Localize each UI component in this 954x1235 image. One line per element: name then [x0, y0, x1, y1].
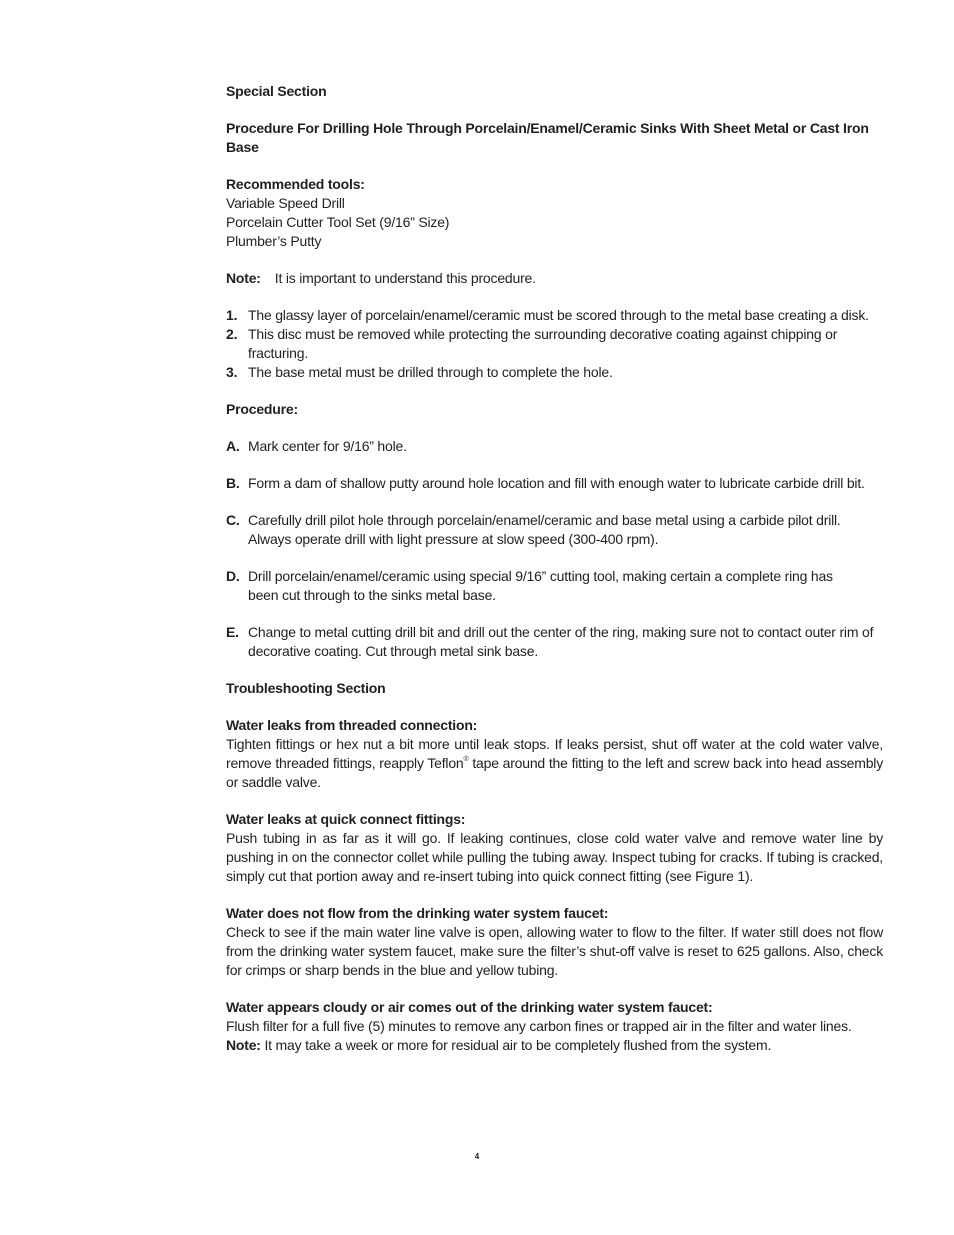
tools-heading: Recommended tools: — [226, 176, 365, 192]
special-section-title: Special Section — [226, 83, 327, 99]
item-number: 3. — [226, 364, 238, 380]
threaded-text-part: tape around the fitting to the left and screw back into head assembly or saddle valve. — [226, 755, 883, 790]
list-item — [226, 363, 883, 382]
procedure-title: Procedure For Drilling Hole Through Porcelain/Enamel/Ceramic Sinks With Sheet Metal or Cast Iron Base — [226, 120, 869, 155]
step-letter: D. — [226, 568, 240, 584]
item-text: The glassy layer of porcelain/enamel/ceramic must be scored through to the metal base creating a disk. — [248, 307, 869, 323]
cloudy-note — [226, 1036, 883, 1055]
threaded-text — [226, 735, 883, 792]
procedure-steps — [226, 437, 883, 661]
page-number: 4 — [474, 1152, 480, 1161]
procedure-heading: Procedure: — [226, 401, 298, 417]
list-item — [226, 306, 883, 325]
step-letter: B. — [226, 475, 240, 491]
item-text: This disc must be removed while protecting the surrounding decorative coating against chipping or fracturing. — [248, 326, 838, 361]
noflow-text: Check to see if the main water line valve is open, allowing water to flow to the filter. If water still does not flow from the drinking water system faucet, make sure the filter’s shut-off valve is reset to 625 gallons. Also, check for crimps or sharp bends in the blue and yellow tubing. — [226, 924, 883, 978]
tool-item: Variable Speed Drill — [226, 195, 345, 211]
numbered-list — [226, 306, 883, 382]
step-text: Carefully drill pilot hole through porcelain/enamel/ceramic and base metal using a carbide pilot drill. Always operate drill with light pressure at slow speed (300-400 rpm). — [248, 512, 841, 547]
list-item — [226, 325, 883, 363]
quick-text: Push tubing in as far as it will go. If leaking continues, close cold water valve and remove water line by pushing in on the connector collet while pulling the tubing away. Inspect tubing for cracks. If tubing is cracked, simply cut that portion away and re-insert tubing into quick connect fitting (see Figure 1). — [226, 830, 883, 884]
procedure-step — [226, 567, 883, 605]
quick-connect-section — [226, 810, 883, 886]
step-text: Change to metal cutting drill bit and drill out the center of the ring, making sure not to contact outer rim of decorative coating. Cut through metal sink base. — [248, 624, 874, 659]
tool-item: Plumber’s Putty — [226, 233, 322, 249]
tool-item: Porcelain Cutter Tool Set (9/16” Size) — [226, 214, 450, 230]
no-flow-section — [226, 904, 883, 980]
troubleshooting-heading: Troubleshooting Section — [226, 680, 386, 696]
step-letter: C. — [226, 512, 240, 528]
threaded-text-part: Tighten fittings or hex nut a bit more until leak stops. If leaks persist, shut off water at the cold water valve, remove threaded fittings, reapply Teflon — [226, 736, 883, 771]
procedure-step — [226, 437, 883, 456]
noflow-heading: Water does not flow from the drinking water system faucet: — [226, 905, 609, 921]
note-text: It is important to understand this procedure. — [274, 270, 536, 286]
step-letter: A. — [226, 438, 240, 454]
procedure-step — [226, 474, 883, 493]
item-number: 2. — [226, 326, 238, 342]
item-number: 1. — [226, 307, 238, 323]
step-letter: E. — [226, 624, 239, 640]
note — [226, 269, 883, 288]
cloudy-heading: Water appears cloudy or air comes out of the drinking water system faucet: — [226, 999, 713, 1015]
cloudy-text: Flush filter for a full five (5) minutes to remove any carbon fines or trapped air in the filter and water lines. — [226, 1018, 852, 1034]
procedure-step — [226, 511, 883, 549]
step-text: Mark center for 9/16” hole. — [248, 438, 407, 454]
cloudy-note-label: Note: — [226, 1037, 261, 1053]
document-body — [226, 82, 883, 1055]
note-label: Note: — [226, 270, 261, 286]
step-text: Drill porcelain/enamel/ceramic using special 9/16” cutting tool, making certain a complete ring has been cut through to the sinks metal base. — [248, 568, 833, 603]
cloudy-note-text: It may take a week or more for residual air to be completely flushed from the system. — [260, 1037, 772, 1053]
quick-heading: Water leaks at quick connect fittings: — [226, 811, 466, 827]
registered-mark: ® — [463, 756, 469, 763]
threaded-connection-section — [226, 716, 883, 792]
cloudy-water-section — [226, 998, 883, 1055]
step-text: Form a dam of shallow putty around hole location and fill with enough water to lubricate carbide drill bit. — [248, 475, 865, 491]
recommended-tools — [226, 175, 883, 251]
threaded-heading: Water leaks from threaded connection: — [226, 717, 478, 733]
procedure-step — [226, 623, 883, 661]
item-text: The base metal must be drilled through to complete the hole. — [248, 364, 613, 380]
